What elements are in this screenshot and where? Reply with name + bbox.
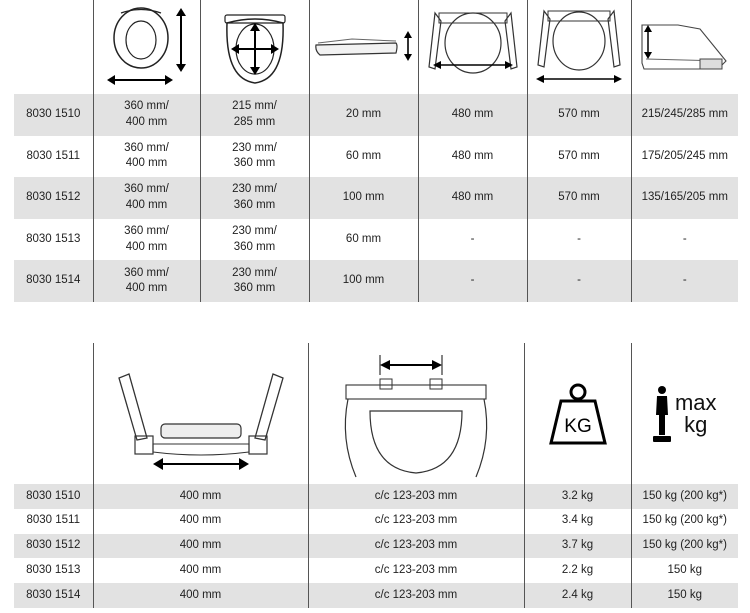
header-seat-opening-cell <box>200 0 309 94</box>
inner-armrest-width-diagram-icon <box>111 358 291 470</box>
seat-size-value: 360 mm/ 400 mm <box>93 136 200 178</box>
inner-width-value: 400 mm <box>93 583 308 608</box>
arm-width-value: - <box>418 219 527 261</box>
opening-value: 215 mm/ 285 mm <box>200 94 309 136</box>
inner-width-value: 400 mm <box>93 558 308 583</box>
header-empty-cell <box>14 343 93 484</box>
specifications-table <box>14 343 738 608</box>
header-bracket-cell <box>308 343 524 484</box>
max-load-value: 150 kg <box>631 558 738 583</box>
inner-width-value: 400 mm <box>93 484 308 509</box>
header-arm-height-cell <box>631 0 738 94</box>
item-code: 8030 1513 <box>26 564 81 577</box>
table-row <box>14 509 738 534</box>
seat-size-value: 360 mm/ 400 mm <box>93 177 200 219</box>
item-code: 8030 1510 <box>14 94 93 136</box>
arm-height-value: - <box>631 219 738 261</box>
header-inner-width-cell <box>93 343 308 484</box>
weight-value: 3.4 kg <box>524 509 631 534</box>
table-row <box>14 534 738 559</box>
header-max-load-cell <box>631 343 738 484</box>
max-load-value: 150 kg (200 kg*) <box>631 509 738 534</box>
max-load-value: 150 kg <box>631 583 738 608</box>
seat-size-value: 360 mm/ 400 mm <box>93 219 200 261</box>
item-code: 8030 1513 <box>26 232 81 245</box>
opening-value: 230 mm/ 360 mm <box>200 219 309 261</box>
opening-value: 230 mm/ 360 mm <box>200 177 309 219</box>
height-value: 100 mm <box>309 260 418 302</box>
table-row <box>14 558 738 583</box>
seat-size-value: 360 mm/ 400 mm <box>93 260 200 302</box>
max-load-value: 150 kg (200 kg*) <box>631 534 738 559</box>
table-row <box>14 136 738 178</box>
inner-width-value: 400 mm <box>93 534 308 559</box>
item-code: 8030 1511 <box>26 149 80 162</box>
header-height-cell <box>309 0 418 94</box>
armrest-outer-width-diagram-icon <box>534 5 624 89</box>
arm-height-value: 215/245/285 mm <box>631 94 738 136</box>
weight-kg-icon <box>547 381 609 447</box>
bracket-value: c/c 123-203 mm <box>308 534 524 559</box>
height-value: 60 mm <box>309 136 418 178</box>
kg-text: kg <box>684 411 708 437</box>
seat-height-diagram-icon <box>312 27 416 67</box>
arm-outer-value: 570 mm <box>527 177 631 219</box>
max-load-label <box>632 385 739 443</box>
item-code: 8030 1512 <box>14 177 93 219</box>
weight-value: 3.2 kg <box>524 484 631 509</box>
bracket-value: c/c 123-203 mm <box>308 558 524 583</box>
item-code: 8030 1514 <box>14 583 93 608</box>
seat-opening-diagram-icon <box>215 5 295 89</box>
weight-value: 3.7 kg <box>524 534 631 559</box>
table-row <box>14 260 738 302</box>
seat-size-value: 360 mm/ 400 mm <box>93 94 200 136</box>
bracket-distance-diagram-icon <box>336 349 496 479</box>
height-value: 60 mm <box>309 219 418 261</box>
header-arm-outer-cell <box>527 0 631 94</box>
arm-outer-value: 570 mm <box>527 136 631 178</box>
bracket-value: c/c 123-203 mm <box>308 484 524 509</box>
opening-value: 230 mm/ 360 mm <box>200 136 309 178</box>
arm-outer-value: - <box>527 260 631 302</box>
table-row <box>14 94 738 136</box>
item-code: 8030 1510 <box>14 484 93 509</box>
item-code: 8030 1512 <box>14 534 93 559</box>
seat-length-width-diagram-icon <box>101 4 193 90</box>
inner-width-value: 400 mm <box>93 509 308 534</box>
item-code: 8030 1511 <box>26 514 80 527</box>
header-weight-cell <box>524 343 631 484</box>
arm-height-value: - <box>631 260 738 302</box>
weight-value: 2.2 kg <box>524 558 631 583</box>
item-code: 8030 1514 <box>14 260 93 302</box>
table-row <box>14 583 738 608</box>
height-value: 20 mm <box>309 94 418 136</box>
weight-value: 2.4 kg <box>524 583 631 608</box>
table-row <box>14 484 738 509</box>
bracket-value: c/c 123-203 mm <box>308 583 524 608</box>
arm-height-value: 175/205/245 mm <box>631 136 738 178</box>
table-row <box>14 177 738 219</box>
header-arm-width-cell <box>418 0 527 94</box>
arm-width-value: 480 mm <box>418 177 527 219</box>
table-row <box>14 219 738 261</box>
arm-width-value: 480 mm <box>418 136 527 178</box>
header-empty-cell <box>14 0 93 94</box>
max-text: max <box>674 389 717 415</box>
height-value: 100 mm <box>309 177 418 219</box>
armrest-width-diagram-icon <box>425 7 521 87</box>
arm-width-value: - <box>418 260 527 302</box>
arm-height-value: 135/165/205 mm <box>631 177 738 219</box>
specifications-header-row <box>14 343 738 484</box>
armrest-height-diagram-icon <box>638 19 732 75</box>
arm-width-value: 480 mm <box>418 94 527 136</box>
dimensions-header-row <box>14 0 738 94</box>
opening-value: 230 mm/ 360 mm <box>200 260 309 302</box>
dimensions-table <box>14 0 738 302</box>
arm-outer-value: - <box>527 219 631 261</box>
max-load-person-icon <box>653 385 671 443</box>
arm-outer-value: 570 mm <box>527 94 631 136</box>
header-seat-size-cell <box>93 0 200 94</box>
svg-text:KG: KG <box>563 415 592 437</box>
bracket-value: c/c 123-203 mm <box>308 509 524 534</box>
max-load-value: 150 kg (200 kg*) <box>631 484 738 509</box>
